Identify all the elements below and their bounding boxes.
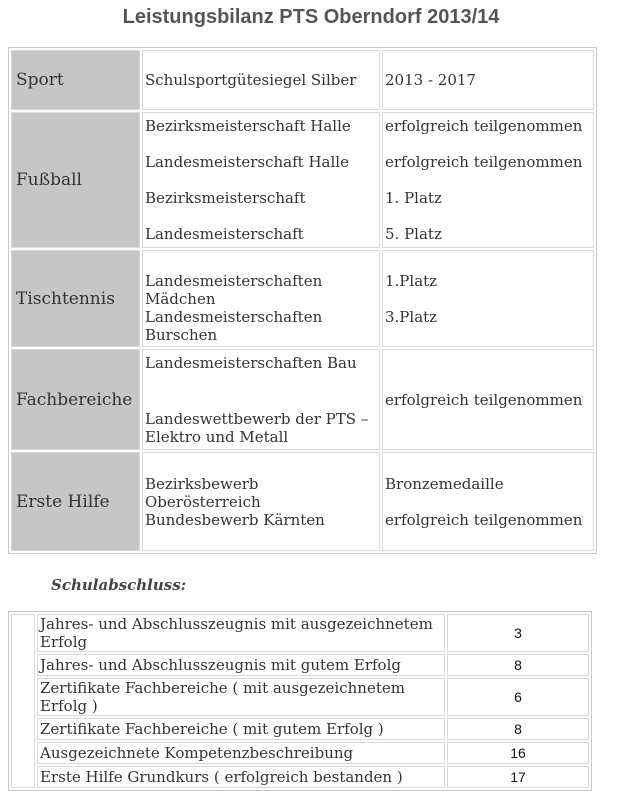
result-cell [382, 250, 594, 347]
result-item: 3.Platz [385, 307, 438, 326]
count-cell: 8 [447, 718, 589, 740]
event-item: Bundesbewerb Kärnten [145, 510, 325, 529]
table-row [11, 654, 589, 676]
event-item: Landesmeisterschaft Halle [145, 153, 349, 171]
category-cell: Fachbereiche [11, 349, 140, 450]
result-item: erfolgreich teilgenommen [385, 153, 583, 171]
table-row [11, 766, 589, 788]
event-item: Landeswettbewerb der PTS – Elektro und Metall [145, 409, 369, 446]
result-item: 2013 - 2017 [385, 71, 476, 89]
event-cell [142, 50, 380, 110]
table-row [11, 614, 589, 652]
blank-cell [11, 614, 35, 788]
result-cell [382, 452, 594, 551]
table-row [11, 112, 594, 248]
schulabschluss-table [8, 611, 592, 791]
event-cell [142, 112, 380, 248]
result-item: Bronzemedaille [385, 474, 504, 493]
label-cell: Jahres- und Abschlusszeugnis mit gutem Erfolg [37, 654, 445, 676]
event-item: Bezirksmeisterschaft [145, 189, 306, 207]
achievements-table [8, 47, 597, 554]
result-cell [382, 50, 594, 110]
result-item: erfolgreich teilgenommen [385, 390, 583, 409]
table-row [11, 718, 589, 740]
count-cell: 3 [447, 614, 589, 652]
table-row [11, 250, 594, 347]
page-title: Leistungsbilanz PTS Oberndorf 2013/14 [122, 6, 500, 28]
event-cell [142, 452, 380, 551]
category-cell: Erste Hilfe [11, 452, 140, 551]
label-cell: Zertifikate Fachbereiche ( mit ausgezeichnetem Erfolg ) [37, 678, 445, 716]
schulabschluss-heading: Schulabschluss: [51, 576, 187, 594]
result-item: 5. Platz [385, 225, 442, 243]
result-item: erfolgreich teilgenommen [385, 117, 583, 135]
event-item: Landesmeisterschaften Burschen [145, 307, 323, 344]
event-item: Schulsportgütesiegel Silber [145, 71, 357, 89]
event-item: Landesmeisterschaften Bau [145, 353, 357, 372]
count-cell: 6 [447, 678, 589, 716]
result-cell [382, 349, 594, 450]
result-item: 1.Platz [385, 271, 438, 290]
event-cell [142, 250, 380, 347]
table-row [11, 452, 594, 551]
label-cell: Zertifikate Fachbereiche ( mit gutem Erfolg ) [37, 718, 445, 740]
label-cell: Ausgezeichnete Kompetenzbeschreibung [37, 742, 445, 764]
table-row [11, 678, 589, 716]
count-cell: 16 [447, 742, 589, 764]
count-cell: 17 [447, 766, 589, 788]
table-row [11, 50, 594, 110]
category-cell: Fußball [11, 112, 140, 248]
table-row [11, 742, 589, 764]
label-cell: Jahres- und Abschlusszeugnis mit ausgezeichnetem Erfolg [37, 614, 445, 652]
event-item: Landesmeisterschaften Mädchen [145, 271, 323, 308]
event-cell [142, 349, 380, 450]
result-item: 1. Platz [385, 189, 442, 207]
event-item: Bezirksmeisterschaft Halle [145, 117, 351, 135]
table-row [11, 349, 594, 450]
count-cell: 8 [447, 654, 589, 676]
result-cell [382, 112, 594, 248]
event-item: Bezirksbewerb Oberösterreich [145, 474, 261, 511]
result-item: erfolgreich teilgenommen [385, 510, 583, 529]
category-cell: Tischtennis [11, 250, 140, 347]
event-item: Landesmeisterschaft [145, 225, 304, 243]
label-cell: Erste Hilfe Grundkurs ( erfolgreich bestanden ) [37, 766, 445, 788]
category-cell: Sport [11, 50, 140, 110]
